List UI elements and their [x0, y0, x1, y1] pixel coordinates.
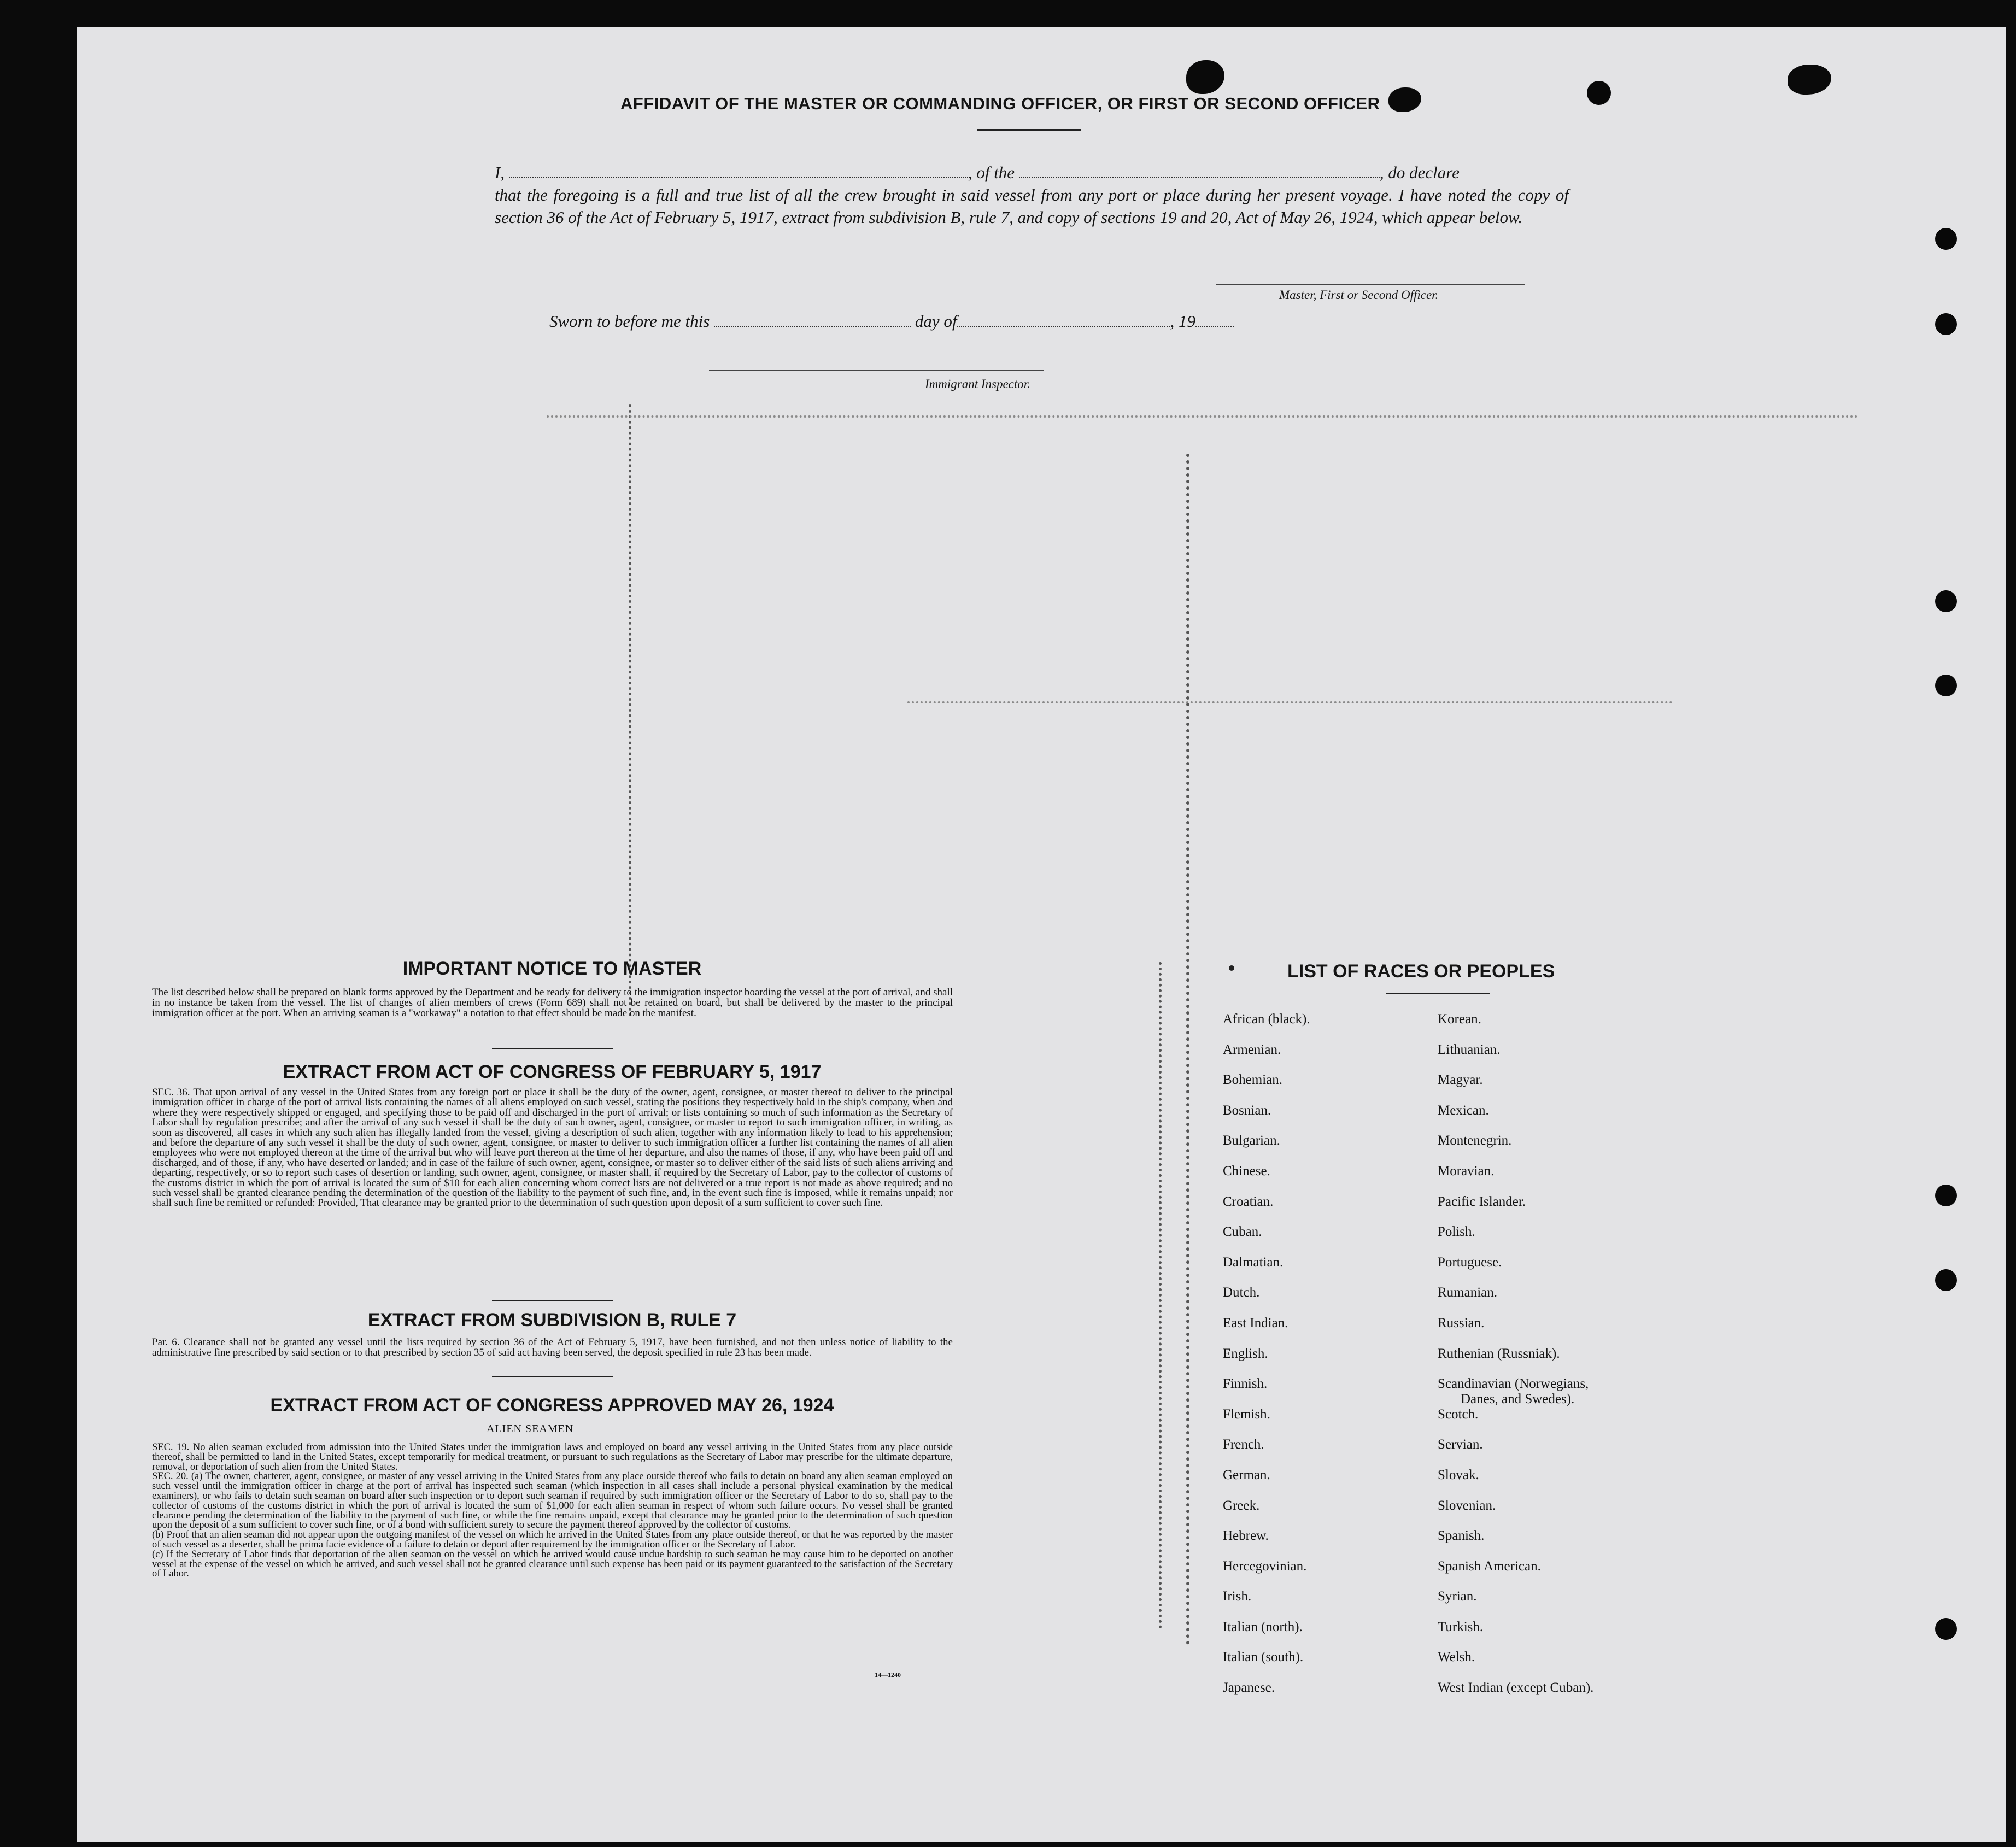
race-item: Italian (north). [1223, 1619, 1303, 1634]
race-item: Ruthenian (Russniak). [1438, 1346, 1560, 1361]
affidavit-statement: that the foregoing is a full and true list of all the crew brought in said vessel from any port or place during her present voyage. I have noted the copy of section 36 of the Act of February 5, 1917, extract from subdivision B, rule 7, and copy of sections 19 and 20, Act of May 26, 1924, which appear below. [495, 185, 1569, 227]
sworn-year-blank[interactable] [1195, 310, 1234, 327]
sworn-label: Sworn to before me this [549, 311, 710, 331]
form-number: 14—1240 [875, 1671, 901, 1679]
race-item: Slovenian. [1438, 1498, 1496, 1513]
race-item: West Indian (except Cuban). [1438, 1680, 1594, 1696]
bleed-through-rule [907, 701, 1673, 703]
binder-hole [1587, 81, 1611, 105]
race-item: Dalmatian. [1223, 1254, 1284, 1270]
race-item: Irish. [1223, 1589, 1252, 1604]
extract-rule7-text: Par. 6. Clearance shall not be granted any vessel until the lists required by section 36 of the Act of February 5, 1917, have been furnished, and not then unless notice of liability to the administrative fine prescribed by said section or to that prescribed by section 35 of said act having been served, the deposit specified in rule 23 has been made. [152, 1336, 953, 1358]
race-item: Korean. [1438, 1012, 1481, 1027]
race-item [1438, 1376, 1593, 1407]
race-item-line-1: Scandinavian (Norwegians, [1438, 1376, 1589, 1392]
bleed-through-rule [547, 415, 1859, 418]
section-divider [492, 1300, 613, 1301]
sworn-day-blank[interactable] [714, 310, 911, 327]
race-item: Hercegovinian. [1223, 1558, 1307, 1574]
binder-hole [1935, 228, 1957, 250]
race-item: Montenegrin. [1438, 1133, 1512, 1148]
race-item: Servian. [1438, 1437, 1483, 1452]
bleed-through-marks [1159, 962, 1162, 1629]
race-item: Flemish. [1223, 1406, 1270, 1422]
race-item: Bulgarian. [1223, 1133, 1280, 1148]
name-blank[interactable] [509, 162, 968, 178]
day-of-label: day of [915, 311, 957, 331]
section-divider [492, 1048, 613, 1049]
race-item: Moravian. [1438, 1163, 1495, 1178]
race-item: Chinese. [1223, 1163, 1270, 1178]
binder-hole [1935, 1618, 1957, 1640]
races-column-2 [1438, 1012, 1593, 1711]
bleed-through-marks [1186, 454, 1189, 1645]
race-item: Bosnian. [1223, 1103, 1271, 1118]
affidavit-body [495, 161, 1569, 228]
binder-hole [1935, 590, 1957, 612]
race-item: Pacific Islander. [1438, 1194, 1526, 1209]
race-item: Russian. [1438, 1315, 1485, 1330]
master-signature-label: Master, First or Second Officer. [1279, 288, 1439, 302]
extract-1924-title: EXTRACT FROM ACT OF CONGRESS APPROVED MAY 26, 1924 [270, 1395, 834, 1416]
binder-hole [1935, 313, 1957, 335]
bullet-mark [1229, 965, 1234, 971]
affidavit-title: AFFIDAVIT OF THE MASTER OR COMMANDING OFFICER, OR FIRST OR SECOND OFFICER [620, 94, 1380, 113]
extract-1924-text [152, 1443, 953, 1579]
race-item: Italian (south). [1223, 1650, 1304, 1665]
race-item: Slovak. [1438, 1467, 1479, 1482]
section-divider [492, 1376, 613, 1377]
race-item: English. [1223, 1346, 1268, 1361]
race-item: Polish. [1438, 1224, 1475, 1240]
race-item: Spanish. [1438, 1528, 1485, 1544]
race-item: French. [1223, 1437, 1264, 1452]
i-label: I, [495, 163, 505, 182]
extract-1924-subtitle: ALIEN SEAMEN [487, 1423, 574, 1435]
sec20b-text: (b) Proof that an alien seaman did not appear upon the outgoing manifest of the vessel on which he arrived in the United States from any place outside thereof, or that he was reported by the master of such vessel as a deserter, shall be prima facie evidence of a failure to detain or deport after requirement by the immigration officer or the Secretary of Labor. [152, 1529, 953, 1550]
of-the-label: , of the [968, 163, 1015, 182]
sworn-line [549, 310, 1234, 331]
race-item: Japanese. [1223, 1680, 1275, 1696]
extract-1917-title: EXTRACT FROM ACT OF CONGRESS OF FEBRUARY 5, 1917 [283, 1062, 822, 1082]
sec19-text: SEC. 19. No alien seaman excluded from admission into the United States under the immigration laws and employed on board any vessel arriving in the United States from any place outside thereof, shall be permitted to land in the United States, except temporarily for medical treatment, or pursuant to such regulations as the Secretary of Labor may prescribe for the ultimate departure, removal, or deportation of such alien from the United States. [152, 1442, 953, 1473]
extract-1917-text: SEC. 36. That upon arrival of any vessel in the United States from any foreign port or place it shall be the duty of the owner, agent, consignee, or master thereof to deliver to the principal immigration officer in charge of the port of arrival lists containing the names of all aliens employed on such vessel, stating the positions they respectively hold in the ship's company, when and where they were respectively shipped or engaged, and specifying those to be paid off and discharged in the port of arrival; or lists containing so much of such information as the Secretary of Labor shall by regulation prescribe; and after the arrival of any such vessel it shall be the duty of such owner, agent, consignee, or master to report to such immigration officer, in writing, as soon as discovered, all cases in which any such alien has illegally landed from the vessel, giving a description of such alien, together with any information likely to lead to his apprehension; and before the departure of any such vessel it shall be the duty of such owner, agent, consignee, or master to deliver to such immigration officer a further list containing the names of all alien employees who were not employed thereon at the time of the arrival but who will leave port thereon at the time of her departure, and also the names of those, if any, who have been paid off and discharged, and of those, if any, who have deserted or landed; and in case of the failure of such owner, agent, consignee, or master so to deliver either of the said lists of such aliens arriving and departing, respectively, or so to report such cases of desertion or landing, such owner, agent, consignee, or master shall, if required by the Secretary of Labor, pay to the collector of customs of the customs district in which the port of arrival is located the sum of $10 for each alien concerning whom correct lists are not delivered or a true report is not made as above required; and no such vessel shall be granted clearance pending the determination of the question of the liability to the payment of such fine, and, in the event such fine is imposed, while it remains unpaid; nor shall such fine be remitted or refunded: Provided, That clearance may be granted prior to the determination of such question upon deposit of a sum sufficient to cover such fine. [152, 1087, 953, 1209]
notice-text: The list described below shall be prepared on blank forms approved by the Department and be ready for delivery to the immigration inspector boarding the vessel at the port of arrival, and shall in no instance be taken from the vessel. The list of changes of alien members of crews (Form 689) shall not be retained on board, but shall be delivered by the master to the principal immigration officer at the port. When an arriving seaman is a "workaway" a notation to that effect should be made on the manifest. [152, 987, 953, 1019]
sec20c-text: (c) If the Secretary of Labor finds that deportation of the alien seaman on the vessel on which he arrived would cause undue hardship to such seaman he may cause him to be deported on another vessel at the expense of the vessel on which he arrived, and such vessel shall not be granted clearance until such expense has been paid or its payment guaranteed to the satisfaction of the Secretary of Labor. [152, 1549, 953, 1580]
race-item: Syrian. [1438, 1589, 1477, 1604]
race-item: Mexican. [1438, 1103, 1489, 1118]
race-item: Croatian. [1223, 1194, 1274, 1209]
inspector-signature-line[interactable] [709, 370, 1044, 371]
races-title: LIST OF RACES OR PEOPLES [1287, 961, 1555, 982]
race-item: German. [1223, 1467, 1270, 1482]
extract-rule7-title: EXTRACT FROM SUBDIVISION B, RULE 7 [367, 1310, 737, 1330]
do-declare-label: , do declare [1379, 163, 1460, 182]
race-item: Cuban. [1223, 1224, 1262, 1240]
race-item: East Indian. [1223, 1315, 1288, 1330]
bleed-through-marks [629, 404, 631, 1017]
race-item: Rumanian. [1438, 1285, 1498, 1300]
race-item: Greek. [1223, 1498, 1260, 1513]
race-item: Scotch. [1438, 1406, 1479, 1422]
race-item: Portuguese. [1438, 1254, 1502, 1270]
race-item-line-2: Danes, and Swedes). [1461, 1392, 1575, 1407]
master-signature-line[interactable] [1216, 284, 1525, 285]
binder-hole [1935, 1269, 1957, 1291]
notice-title: IMPORTANT NOTICE TO MASTER [402, 958, 702, 979]
race-item: Bohemian. [1223, 1072, 1283, 1088]
race-item: Armenian. [1223, 1042, 1281, 1057]
race-item: Hebrew. [1223, 1528, 1269, 1544]
sworn-month-blank[interactable] [957, 310, 1170, 327]
inspector-label: Immigrant Inspector. [925, 377, 1030, 391]
binder-hole [1935, 1185, 1957, 1206]
race-item: Dutch. [1223, 1285, 1260, 1300]
races-underline [1386, 993, 1490, 994]
race-item: Lithuanian. [1438, 1042, 1501, 1057]
race-item: Spanish American. [1438, 1558, 1541, 1574]
sec20a-text: SEC. 20. (a) The owner, charterer, agent, consignee, or master of any vessel arriving in the United States from any place outside thereof who fails to detain on board any alien seaman employed on such vessel until the immigration officer in charge at the port of arrival has inspected such seaman (which inspection in all cases shall include a personal physical examination by the medical examiners), or who fails to detain such seaman on board after such inspection or to deport such seaman if required by such immigration officer or the Secretary of Labor to do so, shall pay to the collector of customs of the customs district in which the port of arrival is located the sum of $1,000 for each alien seaman in respect of whom such failure occurs. No vessel shall be granted clearance pending the determination of the liability to the payment of such fine, or while the fine remains unpaid, except that clearance may be granted prior to the determination of such question upon the deposit of a sum sufficient to cover such fine, or of a bond with sufficient surety to secure the payment thereof approved by the collector of customs. [152, 1471, 953, 1531]
binder-hole [1935, 675, 1957, 696]
title-underline [977, 129, 1081, 131]
race-item: Turkish. [1438, 1619, 1484, 1634]
race-item: Welsh. [1438, 1650, 1475, 1665]
race-item: Finnish. [1223, 1376, 1268, 1392]
races-column-1 [1223, 1012, 1310, 1711]
vessel-blank[interactable] [1019, 162, 1380, 178]
race-item: Magyar. [1438, 1072, 1483, 1088]
race-item: African (black). [1223, 1012, 1310, 1027]
year-label: , 19 [1170, 311, 1195, 331]
